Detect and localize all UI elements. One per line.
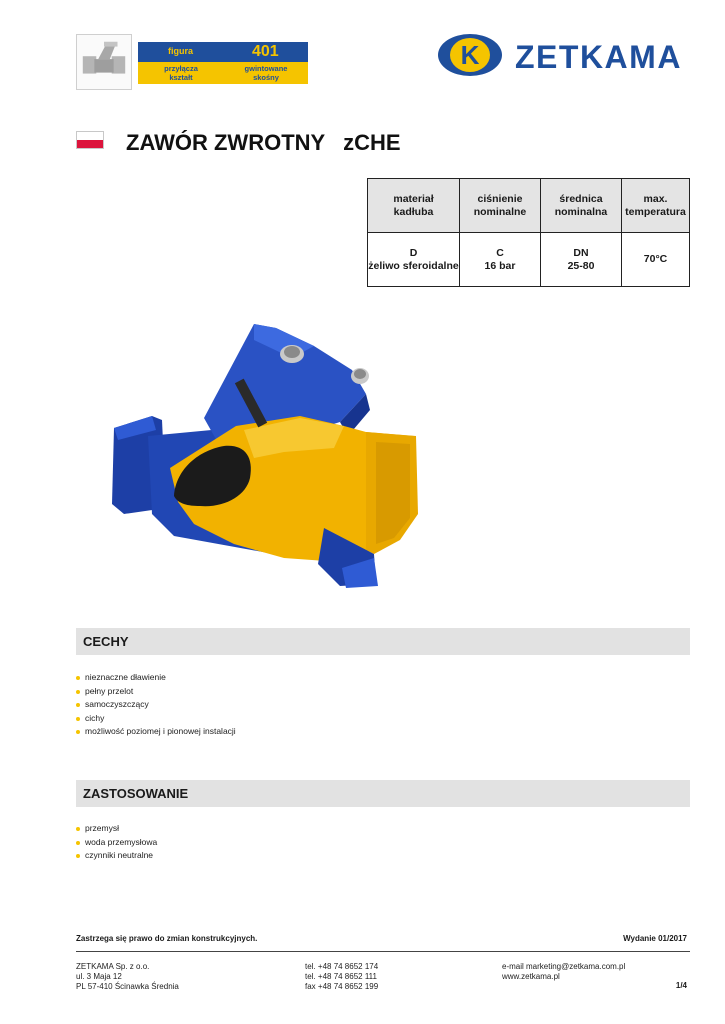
logo-text: ZETKAMA <box>515 39 682 75</box>
page-number: 1/4 <box>675 981 687 990</box>
website-link[interactable]: www.zetkama.pl <box>502 972 560 981</box>
features-header <box>76 628 690 655</box>
valve-thumbnail-icon <box>76 34 132 90</box>
list-item: woda przemysłowa <box>76 836 157 850</box>
valve-product-image <box>104 318 420 590</box>
list-item: czynniki neutralne <box>76 849 157 863</box>
figure-box <box>138 42 308 84</box>
spec-table <box>367 178 690 287</box>
poland-flag-icon <box>76 131 104 149</box>
footer-divider <box>76 951 690 952</box>
header-pressure: ciśnienie nominalne <box>460 179 541 233</box>
features-heading: CECHY <box>83 634 129 649</box>
applications-header <box>76 780 690 807</box>
figure-number: 401 <box>252 43 279 60</box>
features-list <box>76 671 236 739</box>
applications-heading: ZASTOSOWANIE <box>83 786 189 801</box>
logo-letter: K <box>460 40 480 70</box>
page-title: ZAWÓR ZWROTNY zCHE <box>126 130 401 155</box>
list-item: cichy <box>76 712 236 726</box>
list-item: możliwość poziomej i pionowej instalacji <box>76 725 236 739</box>
list-item: nieznaczne dławienie <box>76 671 236 685</box>
company-address: ZETKAMA Sp. z o.o. ul. 3 Maja 12 PL 57-410 Ścinawka Średnia <box>76 962 179 991</box>
reserve-note: Zastrzega się prawo do zmian konstrukcyjnych. <box>76 934 258 943</box>
type-label: gwintowane skośny <box>244 64 288 82</box>
header-material: materiał kadłuba <box>368 179 460 233</box>
list-item: przemysł <box>76 822 157 836</box>
zetkama-logo <box>437 33 697 77</box>
company-web <box>502 962 625 982</box>
value-material: D żeliwo sferoidalne <box>368 233 460 287</box>
header-diameter: średnica nominalna <box>541 179 622 233</box>
applications-list <box>76 822 157 863</box>
company-phones: tel. +48 74 8652 174 tel. +48 74 8652 111 fax +48 74 8652 199 <box>305 962 379 991</box>
list-item: samoczyszczący <box>76 698 236 712</box>
logo-mark-icon <box>437 33 503 77</box>
list-item: pełny przelot <box>76 685 236 699</box>
connection-label: przyłącza kształt <box>164 64 198 82</box>
header-temperature: max. temperatura <box>622 179 690 233</box>
value-temperature: 70°C <box>622 233 690 287</box>
edition-label: Wydanie 01/2017 <box>623 934 687 943</box>
figure-label: figura <box>168 46 194 56</box>
value-pressure: C 16 bar <box>460 233 541 287</box>
email-link[interactable]: e-mail marketing@zetkama.com.pl <box>502 962 626 971</box>
value-diameter: DN 25-80 <box>541 233 622 287</box>
